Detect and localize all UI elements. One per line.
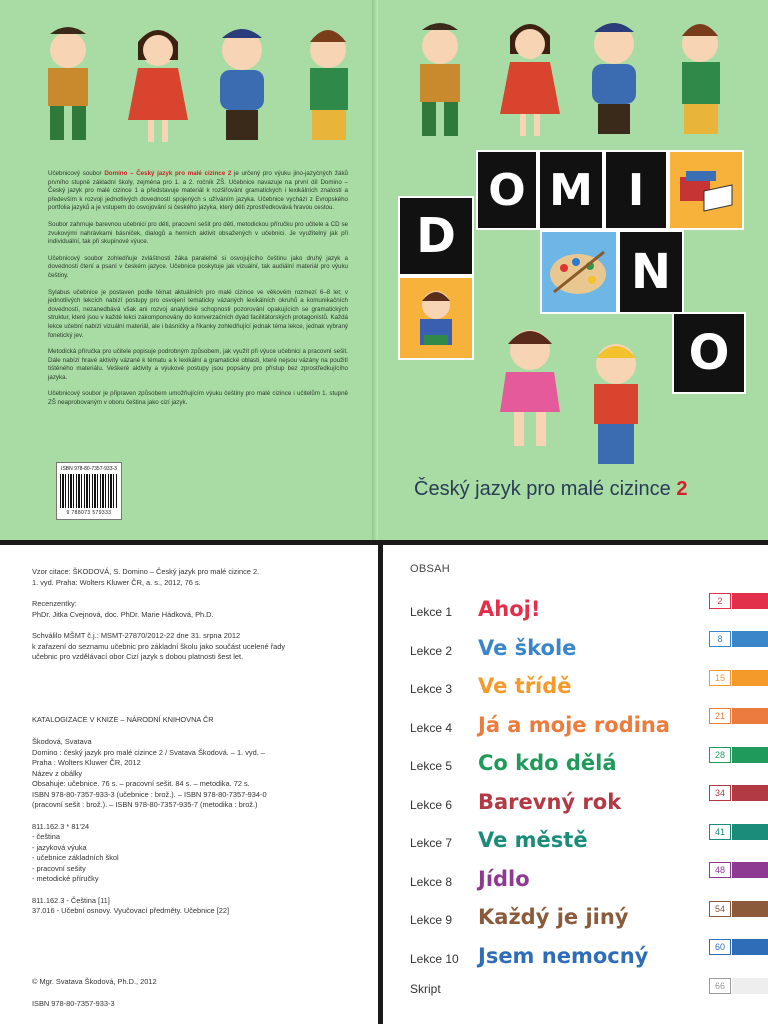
page-number: 21 (709, 708, 731, 724)
reviewers-label: Recenzentky: (32, 599, 77, 608)
page-tab-9 (709, 899, 768, 918)
page-number: 2 (709, 593, 731, 609)
lesson-title: Já a moje rodina (478, 712, 670, 737)
lesson-title: Ve městě (478, 828, 588, 852)
isbn-label: ISBN 978-80-7357-933-3 (61, 466, 117, 472)
color-tab (732, 939, 768, 955)
page-tab-7 (709, 822, 768, 841)
lesson-label: Lekce 1 (410, 605, 453, 619)
lesson-label: Lekce 6 (410, 797, 453, 812)
citation: Vzor citace: ŠKODOVÁ, S. Domino – Český jazyk pro malé cizince 2. 1. vyd. Praha: Wolters Kluwer ČR, a. s., 2012, 76 s. (32, 567, 260, 587)
page-tab-5 (709, 745, 768, 764)
toc-heading: OBSAH (410, 563, 451, 575)
toc-lesson-1[interactable] (410, 597, 540, 627)
classification: 811.162.3 - Čeština [11] 37.016 - Učební osnovy. Vyučovací předměty. Učebnice [22] (32, 895, 230, 915)
tile-letter-n: N (618, 230, 684, 314)
back-cover (0, 0, 380, 540)
ministry-approval: Schválilo MŠMT č.j.: MSMT-27870/2012-22 dne 31. srpna 2012 k zařazení do seznamu učebnic pro základní školu jako součást ucelené řady učebnic pro vzdělávací obor Cizí jazyk s dobou platnosti šest let. (32, 631, 286, 661)
lesson-label: Lekce 10 (410, 951, 459, 966)
page-tab-4 (709, 707, 768, 726)
color-tab (732, 785, 768, 801)
tile-letter-d: D (398, 196, 474, 276)
back-paragraph: Sylabus učebnice je postaven podle témat aktuálních pro malé cizince ve věkovém rozmezí 6–8 let; v jednotlivých lekcích nabízí postupy pro osvojení tematicky vázaných lexikálních okruhů a komunikačních dovedností, nezanedbává však ani rozvoj analytické schopnosti pozorování opakujících se gramatických struktur, které jsou v každé lekci zakomponovány do konverzačních dyád facilitátorských protagonistů. Každá lekce učební nabízí vizuální materiál, ale i básničky a říkanky zohledňující jednak téma lekce, jednak vybraný fonetický jev. (48, 288, 348, 339)
front-cover (378, 0, 768, 540)
isbn-cut: ISBN 978-80-7357-933-3 (32, 999, 115, 1008)
child-reading-tile (398, 276, 474, 360)
page-number: 54 (709, 901, 731, 917)
copyright: © Mgr. Svatava Škodová, Ph.D., 2012 (32, 976, 157, 986)
lesson-title: Jídlo (478, 866, 530, 891)
toc-lesson-3[interactable] (410, 674, 572, 704)
color-tab (732, 901, 768, 917)
back-paragraph: Učebnicový soubor je připraven způsobem umožňujícím výuku češtiny pro malé cizince i učitelům 1. stupně ZŠ neaprobovaným v oboru čeština jako cizí jazyk. (48, 390, 348, 407)
color-tab (732, 593, 768, 609)
color-tab (732, 631, 768, 647)
table-of-contents (383, 545, 768, 1024)
imprint-page (0, 545, 378, 1024)
toc-lesson-6[interactable] (410, 790, 621, 820)
page-number: 41 (709, 824, 731, 840)
tile-letter-o: O (476, 150, 538, 230)
lesson-title: Každý je jiný (478, 905, 629, 929)
lesson-label: Lekce 3 (410, 682, 453, 696)
page-number: 15 (709, 670, 731, 686)
toc-lesson-7[interactable] (410, 828, 588, 858)
color-tab (732, 862, 768, 878)
lesson-title: Ve škole (478, 635, 577, 660)
page-tab-2 (709, 630, 768, 649)
skript-label: Skript (410, 982, 441, 996)
back-paragraph: Metodická příručka pro učitele popisuje podrobným způsobem, jak využít při výuce učebnici a pracovní sešit. Dále nabízí hravé aktivity vázané k tématu a k lexikální a gramatické oblasti, které nejsou vázány na použití tištěného materiálu. Veškeré aktivity a výukové postupy jsou popsány pro přístup bez zprostředkujícího jazyka. (48, 348, 348, 381)
children-illustration (20, 20, 370, 150)
child-reading-icon (404, 283, 468, 353)
tile-letter-m: M (538, 150, 604, 230)
lesson-title: Ve třídě (478, 674, 572, 698)
toc-lesson-10[interactable] (410, 944, 648, 974)
lesson-title: Jsem nemocný (478, 943, 649, 968)
page-tab-6 (709, 784, 768, 803)
toc-lesson-8[interactable] (410, 867, 530, 897)
page-tab-1 (709, 591, 768, 610)
palette-icon (548, 246, 610, 298)
lesson-label: Lekce 4 (410, 720, 453, 735)
page-tab-10 (709, 938, 768, 957)
subject-headings: 811.162.3 * 81'24 - čeština - jazyková výuka - učebnice základních škol - pracovní sešity - metodické příručky (32, 821, 119, 883)
reviewers-names: PhDr. Jitka Cvejnová, doc. PhDr. Marie Hádková, Ph.D. (32, 609, 214, 619)
children-illustration (392, 14, 742, 144)
lesson-label: Lekce 7 (410, 836, 453, 850)
back-paragraph: Učebnicový soubor zohledňuje zvláštnosti žáka paralelně si osvojujícího češtinu jako druhý jazyk a dovednosti čtení a psaní v českém jazyce. Učebnice poskytuje jak vizuální, tak audiální materiál pro výuku češtiny. (48, 254, 348, 279)
book-subtitle: Český jazyk pro malé cizince 2 (414, 478, 688, 500)
lesson-label: Lekce 2 (410, 643, 453, 658)
books-illustration-tile (668, 150, 744, 230)
page-number: 28 (709, 747, 731, 763)
color-tab (732, 708, 768, 724)
lesson-label: Lekce 5 (410, 759, 453, 773)
kids-front-illustration (486, 320, 666, 470)
page-number: 60 (709, 939, 731, 955)
tile-letter-i: I (604, 150, 668, 230)
toc-lesson-9[interactable] (410, 905, 629, 935)
volume-number: 2 (676, 478, 688, 500)
color-tab (732, 747, 768, 763)
barcode-bars (60, 474, 118, 508)
toc-lesson-2[interactable] (410, 636, 576, 666)
lesson-label: Lekce 8 (410, 874, 453, 889)
page-number: 66 (709, 978, 731, 994)
lesson-title: Barevný rok (478, 789, 622, 814)
barcode-digits: 9 788073 579333 (66, 510, 112, 516)
page-tab-8 (709, 861, 768, 880)
catalog-record: Škodová, Svatava Domino : český jazyk pro malé cizince 2 / Svatava Škodová. – 1. vyd. – Praha : Wolters Kluwer ČR, 2012 Název z obálky Obsahuje: učebnice. 76 s. – pracovní sešit. 84 s. – metodika. 72 s. ISBN 978-80-7357-933-3 (učebnice : brož.). – ISBN 978-80-7357-934-0 (pracovní sešit : brož.). – ISBN 978-80-7357-935-7 (metodika : brož.) (32, 737, 267, 809)
lesson-title: Ahoj! (478, 597, 541, 621)
catalog-header: KATALOGIZACE V KNIZE – NÁRODNÍ KNIHOVNA ČR (32, 714, 214, 724)
page-tab-skript (709, 976, 768, 995)
back-paragraph: Učebnicový soubor Domino – Český jazyk pro malé cizince 2 je určený pro výuku jino-jazyčných žáků prvního stupně základní školy, zejména pro 1. a 2. ročník ZŠ. Učebnice navazuje na první díl Domino – Český jazyk pro malé cizince 1 a představuje materiál k rozšiřování gramatických i lexikálních znalostí a především k rozvoji jednotlivých dovedností spojených s užíváním jazyka. Učebnice vychází z Evropského portfolia jazyků a je vstupem do osvojování si českého jazyka, který děti zprostředkovává hravou cestou. (48, 170, 348, 212)
back-cover-description (48, 170, 348, 416)
page-tab-3 (709, 668, 768, 687)
tile-letter-o-2: O (672, 312, 746, 394)
color-tab (732, 978, 768, 994)
toc-lesson-5[interactable] (410, 751, 617, 781)
toc-lesson-4[interactable] (410, 713, 670, 743)
color-tab (732, 824, 768, 840)
toc-skript[interactable] (410, 982, 478, 1012)
page-number: 48 (709, 862, 731, 878)
color-tab (732, 670, 768, 686)
lesson-label: Lekce 9 (410, 913, 453, 927)
palette-tile (540, 230, 618, 314)
back-paragraph: Soubor zahrnuje barevnou učebnici pro děti, pracovní sešit pro děti, metodickou příručku pro učitele a CD se zvukovými nahrávkami básniček, dialogů a herních aktivit obsažených v učebnici. Je využitelný jak při individuální, tak při skupinové výuce. (48, 220, 348, 246)
books-icon (676, 167, 736, 213)
isbn-barcode (56, 462, 122, 520)
page-number: 8 (709, 631, 731, 647)
page-number: 34 (709, 785, 731, 801)
lesson-title: Co kdo dělá (478, 751, 617, 775)
reviewers (32, 599, 346, 620)
